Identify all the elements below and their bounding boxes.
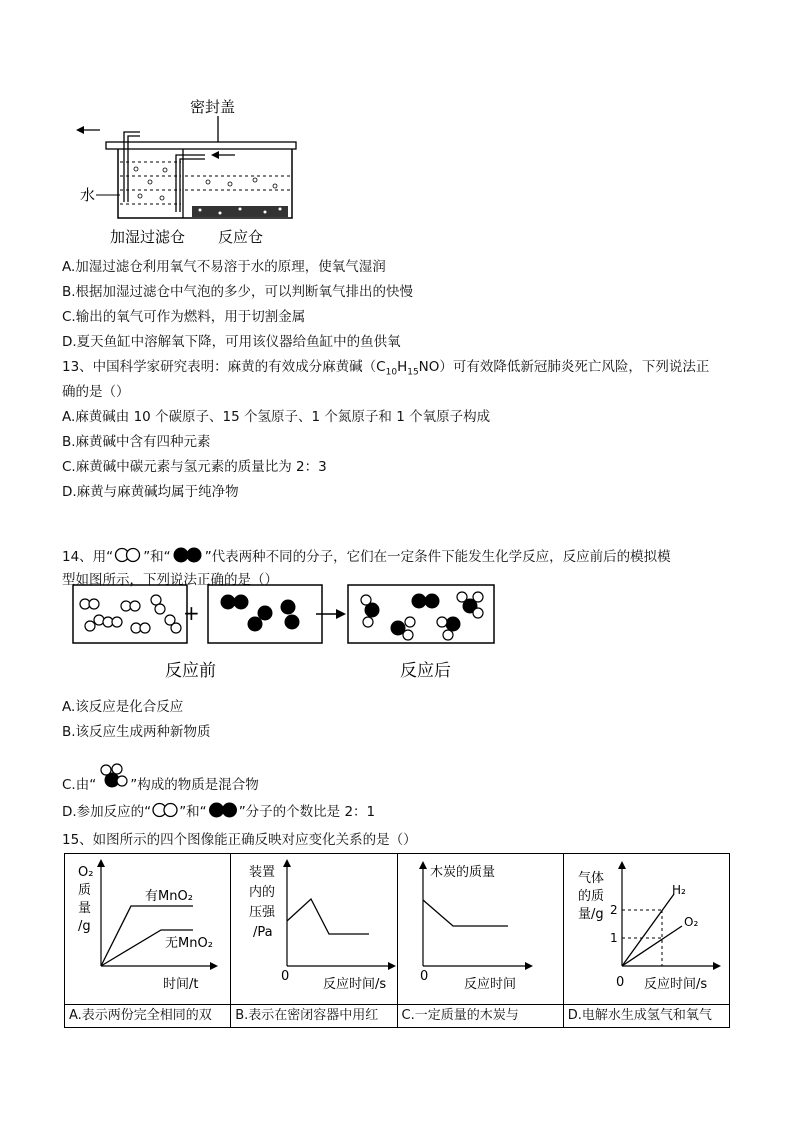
product-molecule-icon — [96, 763, 130, 793]
q13-option-c: C.麻黄碱中碳元素与氢元素的质量比为 2：3 — [62, 459, 327, 475]
svg-text:/Pa: /Pa — [253, 925, 273, 940]
graph-b — [231, 854, 409, 1000]
svg-text:气体: 气体 — [577, 871, 604, 886]
graph-b-cell — [231, 854, 397, 1005]
right-chamber-label: 反应仓 — [218, 228, 264, 246]
svg-text:量: 量 — [78, 901, 92, 916]
svg-text:质: 质 — [78, 883, 92, 898]
q12-option-b: B.根据加湿过滤仓中气泡的多少，可以判断氧气排出的快慢 — [62, 284, 414, 300]
q13-option-b: B.麻黄碱中含有四种元素 — [62, 434, 211, 450]
svg-text:装置: 装置 — [249, 865, 276, 880]
q13-stem: 13、中国科学家研究表明：麻黄的有效成分麻黄碱$(C_{10}H_{15}NO)$可有效降低新冠肺炎死亡风险，下列说法正 — [62, 359, 710, 378]
q15-graph-table — [64, 853, 730, 1028]
svg-text:0: 0 — [281, 969, 290, 984]
svg-text:压强: 压强 — [249, 905, 276, 920]
q15-stem: 15、如图所示的四个图像能正确反映对应变化关系的是（） — [62, 832, 417, 848]
white-molecule-icon — [151, 802, 179, 818]
white-molecule-icon — [113, 547, 143, 563]
svg-text:0: 0 — [615, 975, 625, 990]
series-h2: H₂ — [671, 883, 686, 897]
q13-stem-line2: 确的是（） — [62, 384, 130, 400]
series-without-mno2: 无MnO₂ — [165, 936, 213, 951]
svg-text:的质: 的质 — [577, 889, 604, 904]
q14-option-a: A.该反应是化合反应 — [62, 699, 184, 715]
graph-b-caption: B.表示在密闭容器中用红 — [231, 1005, 397, 1028]
q14-option-d: D.参加反应的“ ”和“ ”分子的个数比是 2：1 — [62, 801, 375, 821]
black-molecule-icon — [207, 801, 239, 819]
svg-text:2: 2 — [609, 903, 618, 917]
q14-stem-line2: 型如图所示，下列说法正确的是（） — [62, 572, 278, 588]
q14-option-b: B.该反应生成两种新物质 — [62, 724, 211, 740]
series-with-mno2: 有MnO₂ — [145, 889, 193, 904]
svg-text:1: 1 — [609, 931, 618, 945]
before-label: 反应前 — [165, 661, 216, 681]
lid-label: 密封盖 — [190, 98, 236, 116]
graph-d-cell — [563, 854, 729, 1005]
left-chamber-label: 加湿过滤仓 — [110, 228, 186, 246]
svg-text:木炭的质量: 木炭的质量 — [429, 865, 495, 880]
q14-stem: 14、用“ ”和“ ”代表两种不同的分子，它们在一定条件下能发生化学反应，反应前后的模拟模 — [62, 546, 671, 566]
svg-text:O₂: O₂ — [78, 865, 94, 880]
graph-a — [65, 854, 233, 1000]
svg-text:量/g: 量/g — [577, 907, 604, 922]
svg-text:反应时间/s: 反应时间/s — [643, 977, 707, 992]
svg-text:/g: /g — [78, 919, 91, 934]
svg-text:+: + — [183, 601, 200, 625]
oxygen-generator-diagram — [70, 92, 310, 252]
graph-a-caption: A.表示两份完全相同的双 — [65, 1005, 231, 1028]
svg-text:0: 0 — [419, 969, 428, 984]
graph-d — [564, 854, 736, 1000]
series-o2: O₂ — [683, 915, 699, 929]
reaction-model-diagram — [70, 582, 500, 686]
svg-text:反应时间/s: 反应时间/s — [323, 977, 387, 992]
q14-option-c: C.由“ ”构成的物质是混合物 — [62, 763, 259, 794]
graph-c-cell — [397, 854, 563, 1005]
graph-d-caption: D.电解水生成氢气和氧气 — [563, 1005, 729, 1028]
svg-text:内的: 内的 — [249, 885, 276, 900]
q13-option-d: D.麻黄与麻黄碱均属于纯净物 — [62, 484, 239, 500]
svg-text:反应时间: 反应时间 — [463, 977, 516, 992]
graph-c — [398, 854, 542, 1000]
q13-option-a: A.麻黄碱由 10 个碳原子、15 个氢原子、1 个氮原子和 1 个氧原子构成 — [62, 409, 491, 425]
after-label: 反应后 — [400, 661, 451, 681]
q12-option-d: D.夏天鱼缸中溶解氧下降，可用该仪器给鱼缸中的鱼供氧 — [62, 334, 401, 350]
graph-c-caption: C.一定质量的木炭与 — [397, 1005, 563, 1028]
q12-option-a: A.加湿过滤仓利用氧气不易溶于水的原理，使氧气湿润 — [62, 259, 386, 275]
q12-option-c: C.输出的氧气可作为燃料，用于切割金属 — [62, 309, 306, 325]
water-label: 水 — [80, 186, 96, 204]
svg-text:时间/t: 时间/t — [163, 977, 199, 992]
black-molecule-icon — [171, 546, 205, 564]
graph-a-cell — [65, 854, 231, 1005]
